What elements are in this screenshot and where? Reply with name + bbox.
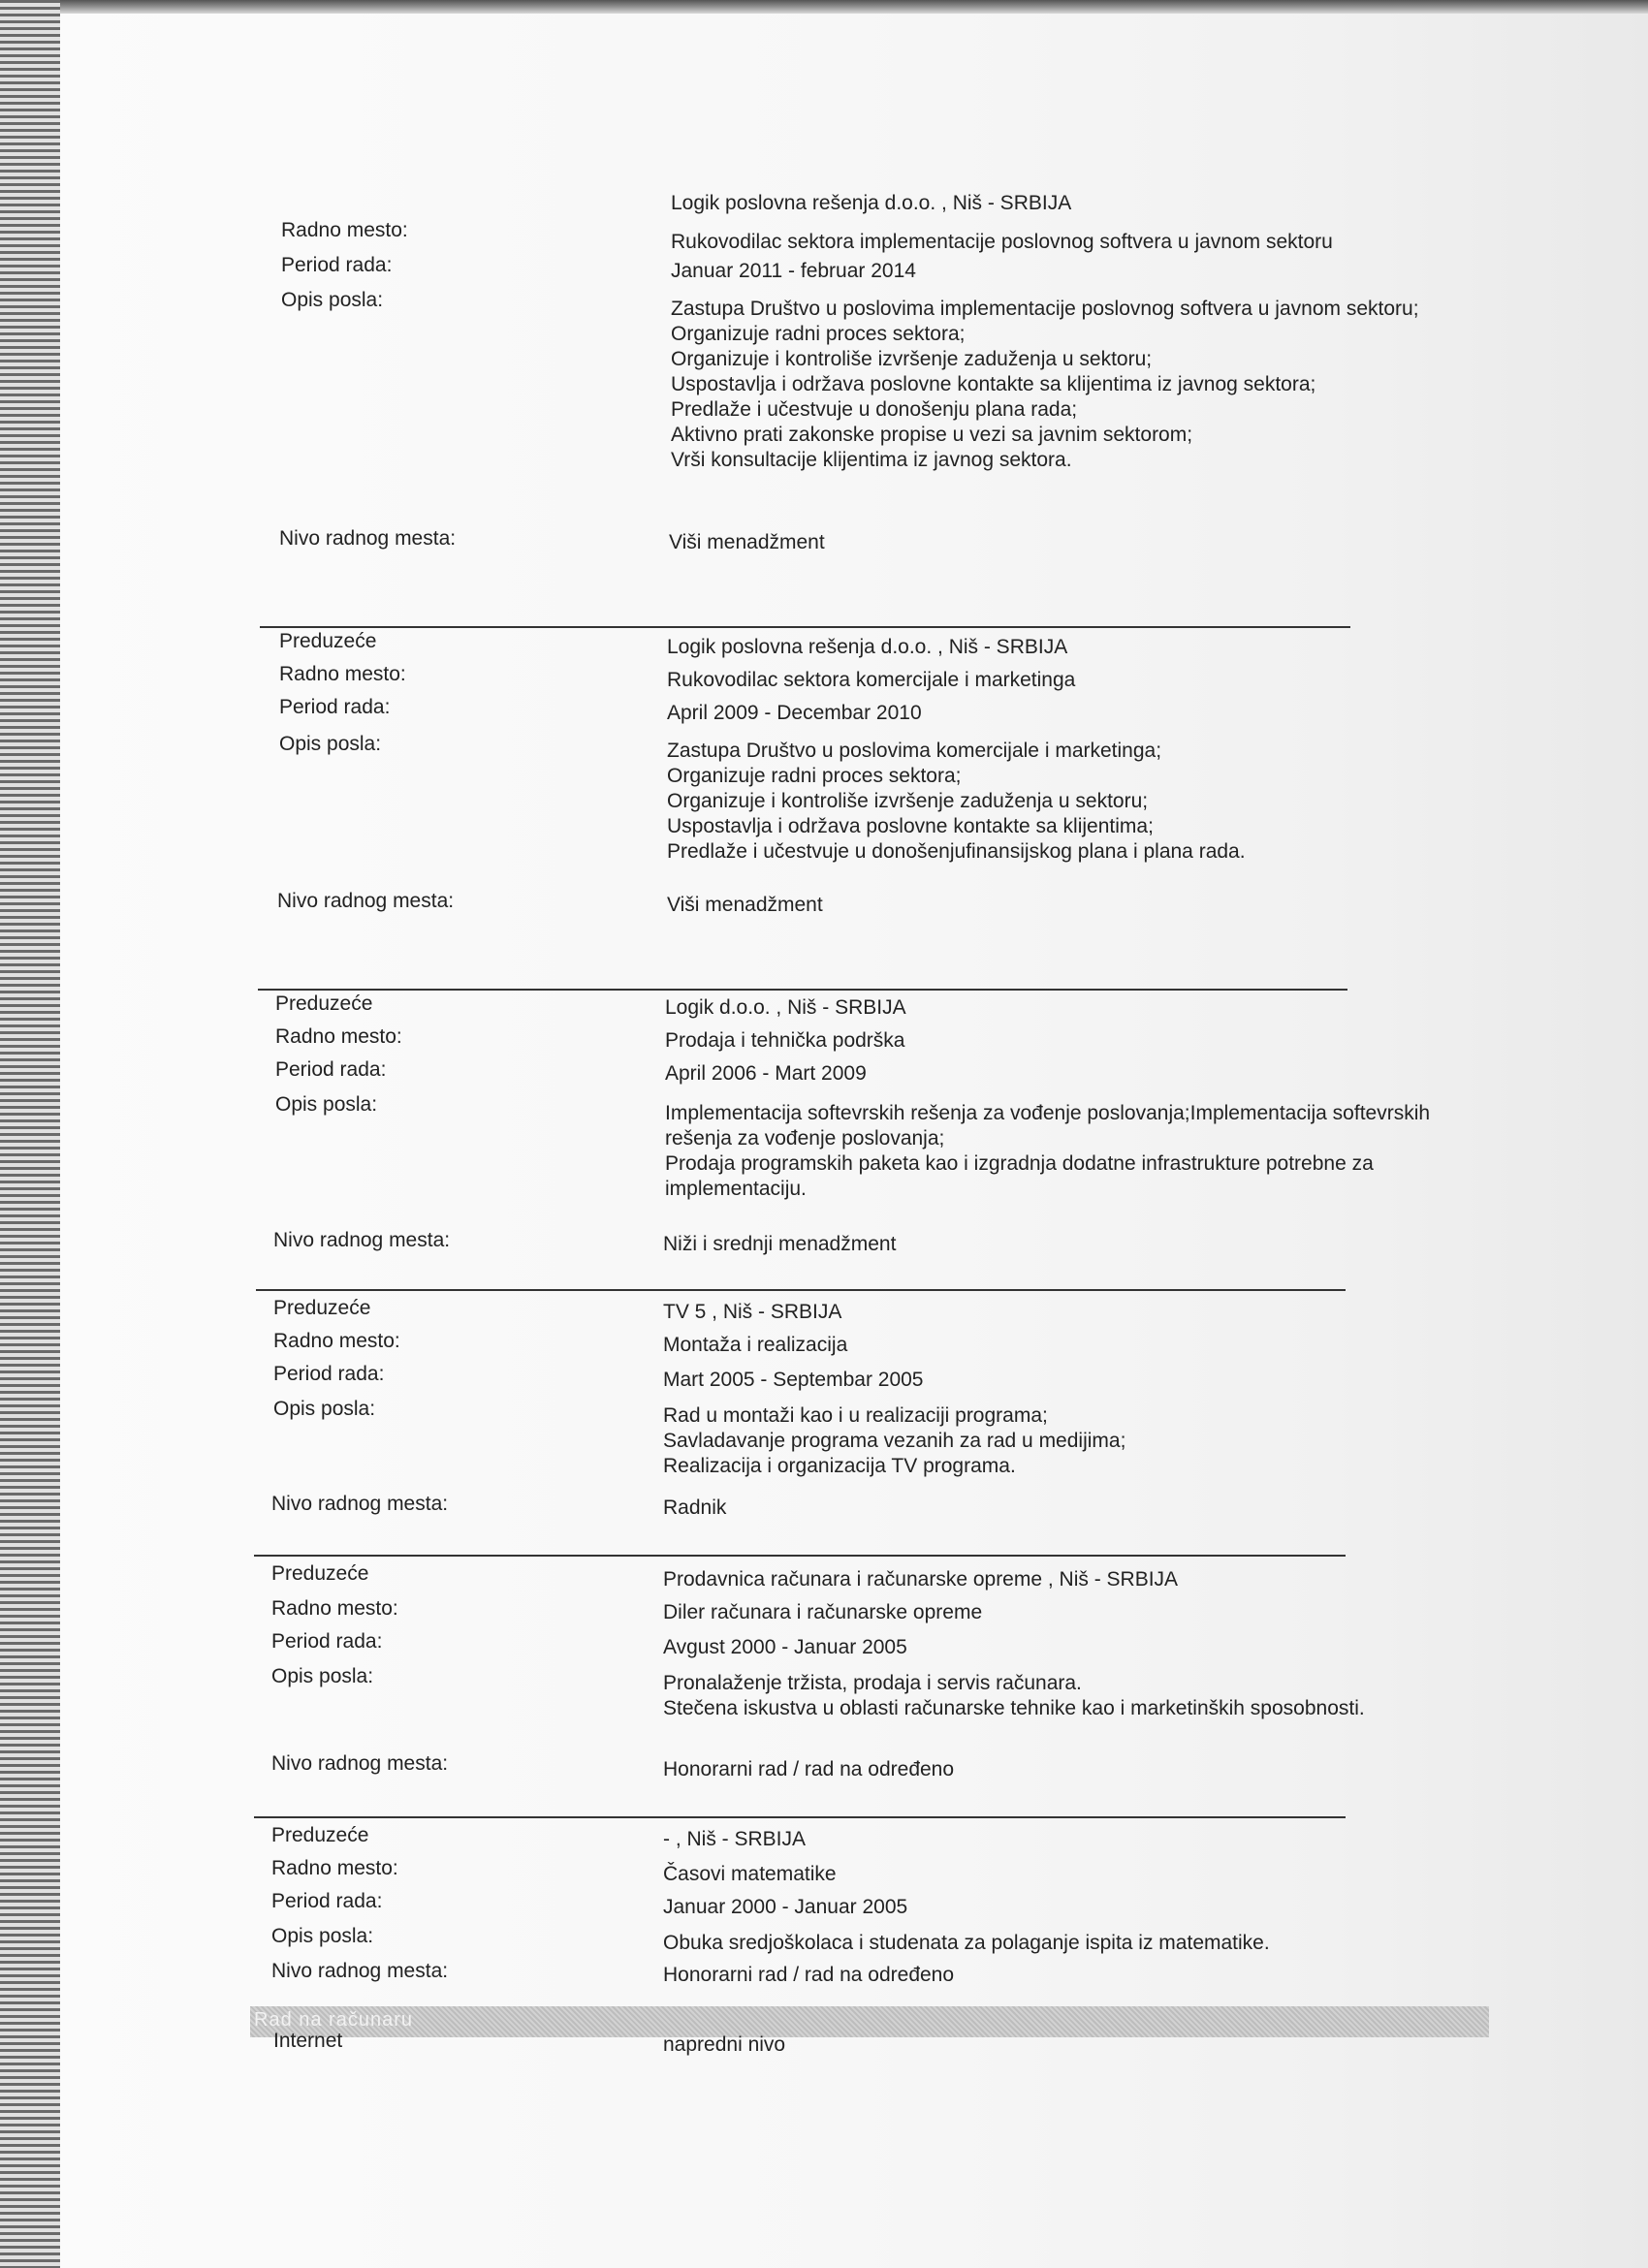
position-value: Rukovodilac sektora implementacije poslovnog softvera u javnom sektoru	[671, 231, 1333, 253]
position-label: Radno mesto:	[275, 1025, 402, 1048]
position-value: Prodaja i tehnička podrška	[665, 1029, 905, 1052]
level-value: Viši menadžment	[669, 531, 825, 553]
company-label: Preduzeće	[279, 630, 377, 652]
company-value: Logik poslovna rešenja d.o.o. , Niš - SRBIJA	[667, 636, 1068, 658]
period-label: Period rada:	[271, 1630, 383, 1653]
description-list	[663, 1403, 1125, 1479]
period-label: Period rada:	[271, 1890, 383, 1912]
level-label: Nivo radnog mesta:	[271, 1752, 449, 1775]
description-list	[663, 1671, 1365, 1721]
level-label: Nivo radnog mesta:	[271, 1960, 449, 1982]
description-line: Savladavanje programa vezanih za rad u medijima;	[663, 1430, 1126, 1452]
company-label: Preduzeće	[273, 1297, 371, 1319]
level-value: Honorarni rad / rad na određeno	[663, 1964, 955, 1986]
description-label: Opis posla:	[273, 1398, 376, 1420]
period-value: Avgust 2000 - Januar 2005	[663, 1636, 907, 1658]
description-line: Aktivno prati zakonske propise u vezi sa javnim sektorom;	[671, 424, 1193, 446]
description-line: Pronalaženje tržista, prodaja i servis računara.	[663, 1672, 1082, 1694]
description-line: Vrši konsultacije klijentima iz javnog sektora.	[671, 449, 1072, 471]
company-value: Logik poslovna rešenja d.o.o. , Niš - SRBIJA	[671, 192, 1072, 214]
description-line: Uspostavlja i održava poslovne kontakte sa klijentima;	[667, 815, 1154, 837]
level-label: Nivo radnog mesta:	[279, 527, 457, 550]
description-list	[667, 739, 1246, 865]
description-line: Organizuje i kontroliše izvršenje zaduženja u sektoru;	[671, 348, 1153, 370]
position-value: Rukovodilac sektora komercijale i marketinga	[667, 669, 1076, 691]
section-divider	[258, 989, 1347, 991]
description-label: Opis posla:	[271, 1925, 374, 1947]
level-label: Nivo radnog mesta:	[271, 1493, 449, 1515]
description-line: Organizuje i kontroliše izvršenje zaduženja u sektoru;	[667, 790, 1149, 812]
period-label: Period rada:	[275, 1058, 387, 1081]
description-label: Opis posla:	[275, 1093, 378, 1116]
description-line: Rad u montaži kao i u realizaciji programa;	[663, 1404, 1048, 1427]
company-value: Logik d.o.o. , Niš - SRBIJA	[665, 996, 906, 1019]
description-line: Realizacija i organizacija TV programa.	[663, 1455, 1016, 1477]
description-list	[665, 1101, 1430, 1202]
level-value: Niži i srednji menadžment	[663, 1233, 897, 1255]
description-line: Uspostavlja i održava poslovne kontakte sa klijentima iz javnog sektora;	[671, 373, 1316, 395]
period-value: Januar 2000 - Januar 2005	[663, 1896, 908, 1918]
level-label: Nivo radnog mesta:	[273, 1229, 451, 1251]
description-line: Obuka sredjoškolaca i studenata za polaganje ispita iz matematike.	[663, 1932, 1270, 1954]
skill-level: napredni nivo	[663, 2033, 786, 2056]
description-line: Organizuje radni proces sektora;	[671, 323, 966, 345]
position-label: Radno mesto:	[271, 1597, 398, 1620]
period-value: April 2009 - Decembar 2010	[667, 702, 922, 724]
level-label: Nivo radnog mesta:	[277, 890, 455, 912]
level-value: Honorarni rad / rad na određeno	[663, 1758, 955, 1780]
position-label: Radno mesto:	[273, 1330, 400, 1352]
period-label: Period rada:	[279, 696, 391, 718]
period-value: April 2006 - Mart 2009	[665, 1062, 867, 1085]
position-value: Diler računara i računarske opreme	[663, 1601, 983, 1623]
section-divider	[256, 1289, 1346, 1291]
company-label: Preduzeće	[271, 1562, 369, 1585]
scan-edge-stripes	[0, 0, 60, 2268]
description-line: Organizuje radni proces sektora;	[667, 765, 962, 787]
description-label: Opis posla:	[281, 289, 384, 311]
level-value: Radnik	[663, 1496, 727, 1519]
description-line: Stečena iskustva u oblasti računarske tehnike kao i marketinških sposobnosti.	[663, 1697, 1365, 1719]
description-line: Implementacija softevrskih rešenja za vođenje poslovanja;Implementacija softevrskih	[665, 1102, 1431, 1124]
description-line: Predlaže i učestvuje u donošenjufinansijskog plana i plana rada.	[667, 840, 1246, 863]
company-value: - , Niš - SRBIJA	[663, 1828, 807, 1850]
description-line: rešenja za vođenje poslovanja;	[665, 1127, 945, 1150]
position-value: Montaža i realizacija	[663, 1334, 848, 1356]
description-line: Zastupa Društvo u poslovima komercijale i marketinga;	[667, 740, 1162, 762]
position-label: Radno mesto:	[281, 219, 408, 241]
company-label: Preduzeće	[275, 992, 373, 1015]
description-list	[663, 1931, 1270, 1956]
description-label: Opis posla:	[271, 1665, 374, 1687]
computer-skills-title: Rad na računaru	[254, 2009, 413, 2031]
description-line: Prodaja programskih paketa kao i izgradnja dodatne infrastrukture potrebne za	[665, 1152, 1374, 1175]
position-label: Radno mesto:	[271, 1857, 398, 1879]
position-label: Radno mesto:	[279, 663, 406, 685]
section-divider	[260, 626, 1350, 628]
description-line: Zastupa Društvo u poslovima implementacije poslovnog softvera u javnom sektoru;	[671, 298, 1419, 320]
company-value: TV 5 , Niš - SRBIJA	[663, 1301, 842, 1323]
period-value: Januar 2011 - februar 2014	[671, 260, 916, 282]
period-label: Period rada:	[273, 1363, 385, 1385]
description-line: implementaciju.	[665, 1178, 807, 1200]
position-value: Časovi matematike	[663, 1863, 837, 1885]
company-label: Preduzeće	[271, 1824, 369, 1846]
description-line: Predlaže i učestvuje u donošenju plana rada;	[671, 398, 1078, 421]
company-value: Prodavnica računara i računarske opreme , Niš - SRBIJA	[663, 1568, 1179, 1591]
period-label: Period rada:	[281, 254, 393, 276]
computer-skills-header	[250, 2006, 1489, 2037]
level-value: Viši menadžment	[667, 894, 823, 916]
section-divider	[254, 1555, 1346, 1557]
skill-name: Internet	[273, 2030, 343, 2052]
description-label: Opis posla:	[279, 733, 382, 755]
scan-top-edge	[60, 0, 1648, 14]
period-value: Mart 2005 - Septembar 2005	[663, 1369, 924, 1391]
description-list	[671, 297, 1419, 473]
section-divider	[254, 1816, 1346, 1818]
